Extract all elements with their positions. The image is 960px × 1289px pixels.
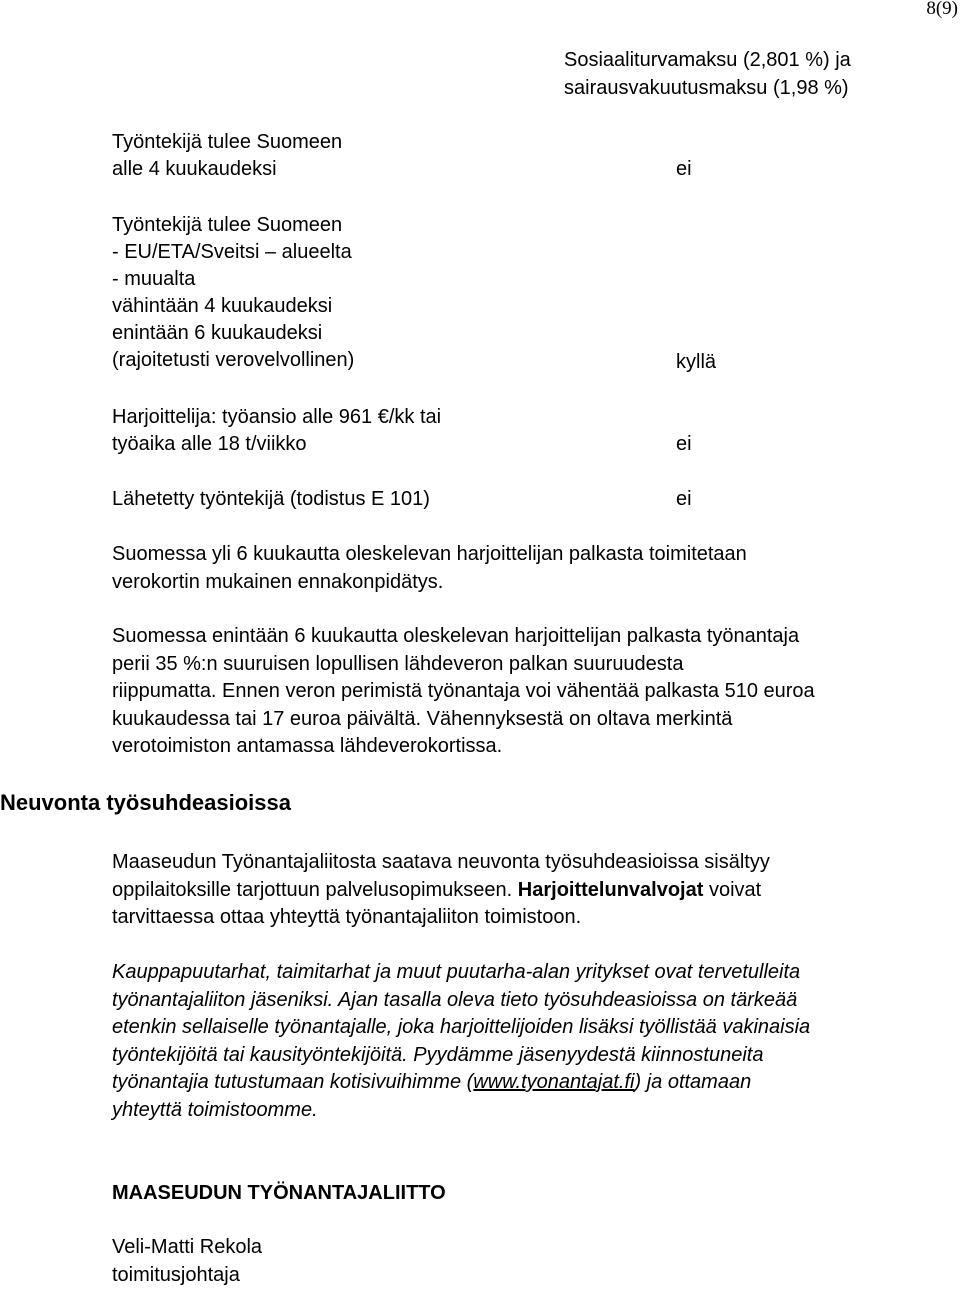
row-label-line: Lähetetty työntekijä (todistus E 101) [112, 488, 430, 510]
paragraph-advice [112, 849, 942, 932]
paragraph-line: verokortin mukainen ennakonpidätys. [112, 570, 444, 593]
row-label-line: Harjoittelija: työansio alle 961 €/kk tai [112, 406, 442, 428]
paragraph-line: Kauppapuutarhat, taimitarhat ja muut puutarha-alan yritykset ovat tervetulleita [112, 961, 801, 983]
section-heading: Neuvonta työsuhdeasioissa [0, 790, 291, 815]
signature-block [112, 1234, 942, 1289]
row-label-line: - muualta [112, 268, 196, 290]
table-row-label [112, 129, 342, 183]
signature-title: toimitusjohtaja [112, 1263, 240, 1286]
paragraph-line: yhteyttä toimistoomme. [112, 1098, 318, 1121]
paragraph-line: työntekijöitä tai kausityöntekijöitä. Pyydämme jäsenyydestä kiinnostuneita [112, 1043, 764, 1066]
paragraph-line: verotoimiston antamassa lähdeverokortissa. [112, 735, 503, 757]
paragraph-line: työnantajaliiton jäseniksi. Ajan tasalla oleva tieto työsuhdeasioissa on tärkeää [112, 988, 798, 1011]
text-run: voivat [703, 878, 762, 901]
paragraph-line: Maaseudun Työnantajaliitosta saatava neuvonta työsuhdeasioissa sisältyy [112, 851, 770, 873]
row-label-line: vähintään 4 kuukaudeksi [112, 295, 333, 317]
signature-organization: MAASEUDUN TYÖNANTAJALIITTO [112, 1182, 446, 1204]
paragraph-line: riippumatta. Ennen veron perimistä työnantaja voi vähentää palkasta 510 euroa [112, 680, 815, 702]
website-link[interactable]: www.tyonantajat.fi [473, 1071, 635, 1093]
row-label-line: (rajoitetusti verovelvollinen) [112, 349, 355, 371]
table-row-value: ei [676, 488, 692, 510]
column-header-line: sairausvakuutusmaksu (1,98 %) [564, 77, 849, 99]
row-label-line: alle 4 kuukaudeksi [112, 158, 277, 180]
paragraph-line: tarvittaessa ottaa yhteyttä työnantajaliiton toimistoon. [112, 906, 582, 928]
row-label-line: enintään 6 kuukaudeksi [112, 322, 323, 344]
paragraph-membership [112, 959, 942, 1124]
text-run: ) ja ottamaan [634, 1071, 752, 1093]
bold-term: Harjoittelunvalvojat [517, 878, 704, 901]
column-header [564, 46, 851, 102]
row-label-line: työaika alle 18 t/viikko [112, 433, 307, 455]
table-row-value: ei [676, 158, 692, 180]
page-number: 8(9) [926, 0, 958, 19]
paragraph-line: Suomessa enintään 6 kuukautta oleskelevan harjoittelijan palkasta työnantaja [112, 625, 800, 647]
row-label-line: Työntekijä tulee Suomeen [112, 131, 343, 153]
table-row-label [112, 486, 430, 513]
table-row-label [112, 404, 441, 458]
signature-name: Veli-Matti Rekola [112, 1236, 263, 1258]
paragraph-line: Suomessa yli 6 kuukautta oleskelevan harjoittelijan palkasta toimitetaan [112, 543, 747, 565]
paragraph-line: etenkin sellaiselle työnantajalle, joka harjoittelijoiden lisäksi työllistää vakinaisia [112, 1016, 811, 1038]
column-header-line: Sosiaaliturvamaksu (2,801 %) ja [564, 49, 851, 71]
text-run: oppilaitoksille tarjottuun palvelusopimukseen. [112, 878, 518, 901]
row-label-line: - EU/ETA/Sveitsi – alueelta [112, 241, 352, 263]
paragraph-line [112, 1069, 942, 1097]
paragraph-line: kuukaudessa tai 17 euroa päivältä. Vähennyksestä on oltava merkintä [112, 707, 733, 730]
text-run: työnantajia tutustumaan kotisivuihimme ( [112, 1071, 474, 1093]
table-row-value: kyllä [676, 351, 717, 373]
table-row-label [112, 212, 354, 374]
row-label-line: Työntekijä tulee Suomeen [112, 214, 343, 236]
paragraph-line: perii 35 %:n suuruisen lopullisen lähdeveron palkan suuruudesta [112, 652, 684, 675]
paragraph-withholding [112, 541, 942, 596]
table-row-value: ei [676, 433, 692, 455]
paragraph-source-tax [112, 623, 942, 761]
paragraph-line [112, 877, 942, 905]
